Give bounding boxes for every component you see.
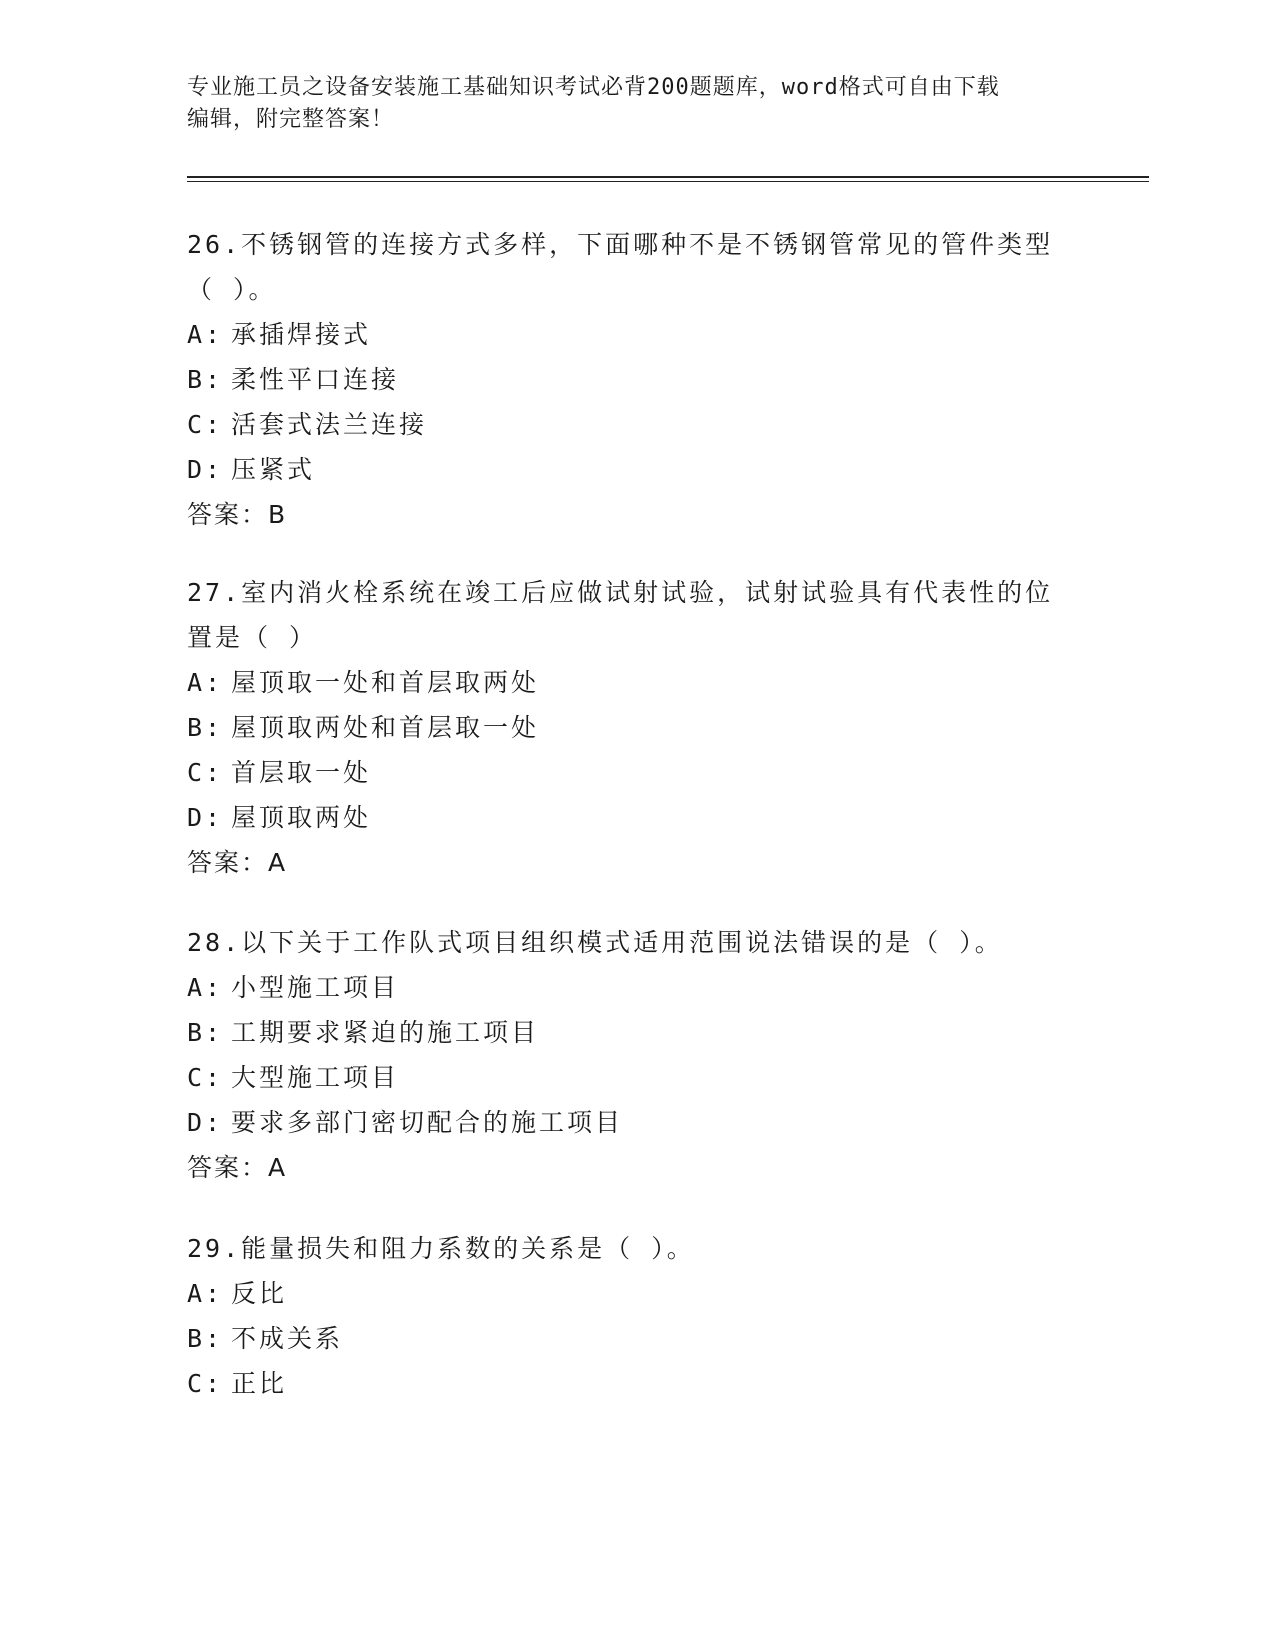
option-text: 正比	[231, 1369, 288, 1398]
question-stem: 28.以下关于工作队式项目组织模式适用范围说法错误的是（ ）。	[187, 928, 1003, 957]
option-text: 承插焊接式	[231, 320, 372, 349]
option-b	[187, 1316, 1087, 1361]
question-stem-continued: （ ）。	[187, 275, 277, 304]
option-key: A:	[187, 1279, 224, 1308]
option-text: 首层取一处	[231, 758, 372, 787]
option-text: 柔性平口连接	[231, 365, 400, 394]
option-a	[187, 660, 1087, 705]
question-27	[187, 570, 1087, 885]
option-key: A:	[187, 320, 224, 349]
option-text: 压紧式	[231, 455, 316, 484]
option-key: B:	[187, 1324, 224, 1353]
option-c	[187, 750, 1087, 795]
header-line-2: 编辑，附完整答案！	[187, 107, 395, 132]
option-key: B:	[187, 365, 224, 394]
option-key: B:	[187, 1018, 224, 1047]
option-text: 大型施工项目	[231, 1063, 400, 1092]
answer: 答案：A	[187, 848, 288, 877]
question-stem: 27.室内消火栓系统在竣工后应做试射试验，试射试验具有代表性的位	[187, 578, 1054, 607]
option-text: 屋顶取两处	[231, 803, 372, 832]
option-key: D:	[187, 1108, 224, 1137]
question-stem: 29.能量损失和阻力系数的关系是（ ）。	[187, 1234, 695, 1263]
option-key: C:	[187, 1369, 224, 1398]
option-text: 活套式法兰连接	[231, 410, 428, 439]
option-a	[187, 1271, 1087, 1316]
answer: 答案：B	[187, 500, 288, 529]
option-key: A:	[187, 973, 224, 1002]
option-key: A:	[187, 668, 224, 697]
option-text: 不成关系	[231, 1324, 344, 1353]
question-29	[187, 1226, 1087, 1406]
header-line-1: 专业施工员之设备安装施工基础知识考试必背200题题库，word格式可自由下载	[187, 75, 1000, 100]
option-text: 要求多部门密切配合的施工项目	[231, 1108, 624, 1137]
question-stem: 26.不锈钢管的连接方式多样，下面哪种不是不锈钢管常见的管件类型	[187, 230, 1054, 259]
document-header	[187, 72, 1067, 136]
option-key: B:	[187, 713, 224, 742]
header-divider	[187, 176, 1149, 182]
answer: 答案：A	[187, 1153, 288, 1182]
option-d	[187, 447, 1087, 492]
option-b	[187, 1010, 1087, 1055]
option-text: 小型施工项目	[231, 973, 400, 1002]
option-d	[187, 1100, 1087, 1145]
option-key: D:	[187, 455, 224, 484]
question-28	[187, 920, 1087, 1190]
option-key: C:	[187, 410, 224, 439]
option-key: C:	[187, 758, 224, 787]
option-a	[187, 965, 1087, 1010]
option-c	[187, 1361, 1087, 1406]
option-c	[187, 402, 1087, 447]
option-a	[187, 312, 1087, 357]
option-d	[187, 795, 1087, 840]
option-key: D:	[187, 803, 224, 832]
option-b	[187, 705, 1087, 750]
option-text: 屋顶取两处和首层取一处	[231, 713, 540, 742]
option-text: 工期要求紧迫的施工项目	[231, 1018, 540, 1047]
option-text: 屋顶取一处和首层取两处	[231, 668, 540, 697]
question-26	[187, 222, 1087, 537]
option-c	[187, 1055, 1087, 1100]
question-stem-continued: 置是（ ）	[187, 623, 318, 652]
option-text: 反比	[231, 1279, 288, 1308]
option-key: C:	[187, 1063, 224, 1092]
option-b	[187, 357, 1087, 402]
